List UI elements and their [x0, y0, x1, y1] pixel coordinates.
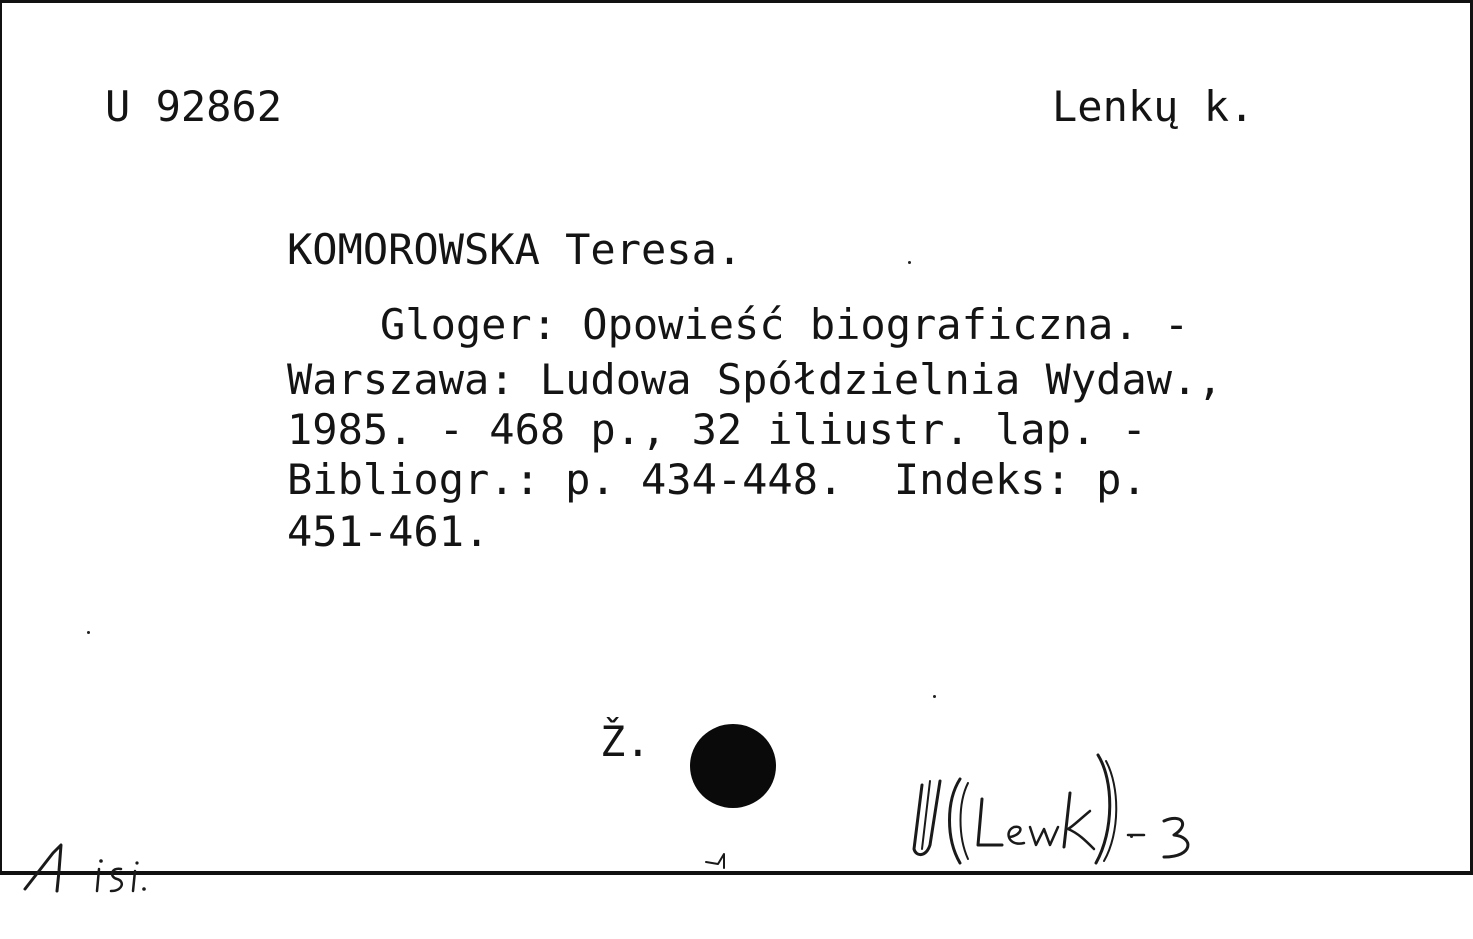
- handwritten-note-right: [900, 703, 1220, 909]
- paper-speck: [87, 631, 90, 634]
- description-line: 451-461.: [287, 507, 490, 556]
- description-line: Gloger: Opowieść biograficzna. -: [380, 300, 1190, 349]
- ink-blot: [690, 724, 776, 808]
- collection-label: Lenkų k.: [1052, 82, 1255, 131]
- description-line: 1985. - 468 p., 32 iliustr. lap. -: [287, 405, 1147, 454]
- author-heading: KOMOROWSKA Teresa.: [287, 225, 743, 274]
- handwritten-tick: [684, 829, 734, 895]
- call-number: U 92862: [105, 82, 283, 131]
- stamp-mark: Ž.: [600, 717, 651, 766]
- paper-speck: [908, 261, 911, 264]
- handwritten-note-left: [17, 793, 167, 939]
- description-line: Warszawa: Ludowa Spółdzielnia Wydaw.,: [287, 355, 1223, 404]
- description-line: Bibliogr.: p. 434-448. Indeks: p.: [287, 455, 1147, 504]
- paper-speck: [933, 695, 936, 698]
